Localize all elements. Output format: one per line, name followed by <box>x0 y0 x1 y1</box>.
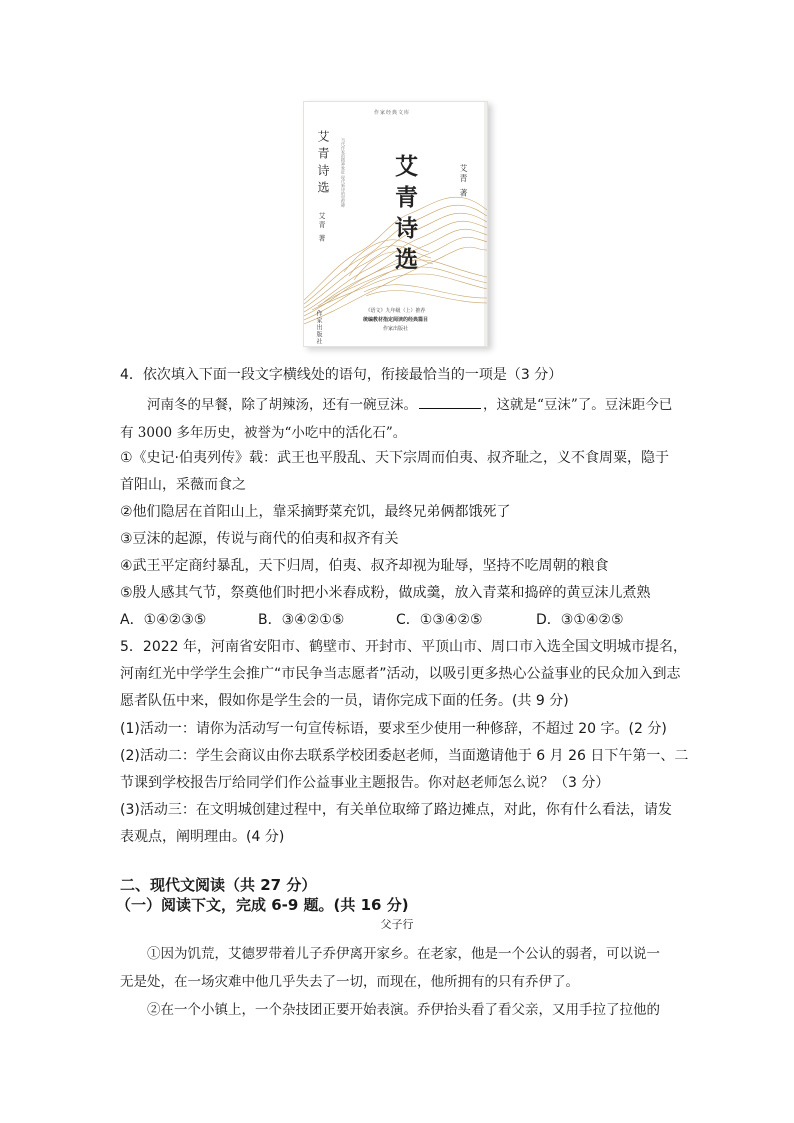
book-note-reading: 统编教材指定阅读的经典篇目 <box>362 317 428 323</box>
passage-p1-line1: ①因为饥荒，艾德罗带着儿子乔伊离开家乡。在老家，他是一个公认的弱者，可以说一 <box>147 946 660 962</box>
subsection-heading: （一）阅读下文，完成 6-9 题。(共 16 分) <box>116 896 409 914</box>
passage-p1-line2: 无是处，在一场灾难中他几乎失去了一切，而现在，他所拥有的只有乔伊了。 <box>120 974 579 990</box>
section-heading: 二、现代文阅读（共 27 分） <box>120 876 317 894</box>
q4-option-b[interactable]: B．③④②①⑤ <box>258 612 345 628</box>
q4-option-a[interactable]: A．①④②③⑤ <box>120 612 207 628</box>
q4-option-c[interactable]: C．①③④②⑤ <box>396 612 483 628</box>
q5-task2-line1: (2)活动二：学生会商议由你去联系学校团委赵老师，当面邀请他于 6 月 26 日下午第一、二 <box>120 748 689 764</box>
q4-item-1b: 首阳山，采薇而食之 <box>120 477 246 493</box>
book-series-label: 作家经典文库 <box>374 110 411 116</box>
q5-task1: (1)活动一：请你为活动写一句宣传标语，要求至少使用一种修辞，不超过 20 字。(2 分) <box>120 721 667 737</box>
book-cover-image <box>303 101 488 347</box>
book-title-main: 艾青诗选 <box>391 154 418 278</box>
q4-options <box>120 609 624 629</box>
book-tagline: 当代作家的精神象征 现代新诗的里程碑 <box>341 138 346 208</box>
q4-option-d[interactable]: D．③①④②⑤ <box>536 612 624 628</box>
q4-item-5: ⑤殷人感其气节，祭奠他们时把小米舂成粉，做成羹，放入青菜和捣碎的黄豆沫儿煮熟 <box>120 585 651 601</box>
q4-item-4: ④武王平定商纣暴乱，天下归周，伯夷、叔齐却视为耻辱，坚持不吃周朝的粮食 <box>120 558 609 574</box>
book-note-grade: 《语文》九年级（上）推荐 <box>365 308 426 314</box>
q4-item-2: ②他们隐居在首阳山上，靠采摘野菜充饥，最终兄弟俩都饿死了 <box>120 504 511 520</box>
q4-item-3: ③豆沫的起源，传说与商代的伯夷和叔齐有关 <box>120 531 399 547</box>
q4-passage-line2: 有 3000 多年历史，被誉为“小吃中的活化石”。 <box>120 425 407 441</box>
book-publisher-mark: 作家出版社 <box>315 310 322 345</box>
book-title-side: 艾青诗选 <box>316 130 330 198</box>
q5-line3: 愿者队伍中来，假如你是学生会的一员，请你完成下面的任务。(共 9 分) <box>120 693 569 709</box>
passage-p2-line1: ②在一个小镇上，一个杂技团正要开始表演。乔伊抬头看了看父亲，又用手拉了拉他的 <box>147 1002 660 1018</box>
book-publisher: 作家出版社 <box>382 326 408 332</box>
q5-task2-line2: 节课到学校报告厅给同学们作公益事业主题报告。你对赵老师怎么说？（3 分） <box>120 775 610 791</box>
q5-line2: 河南红光中学学生会推广“市民争当志愿者”活动，以吸引更多热心公益事业的民众加入到志 <box>120 666 681 682</box>
passage-title: 父子行 <box>380 918 414 931</box>
q4-item-1a: ①《史记·伯夷列传》载：武王也平殷乱、天下宗周而伯夷、叔齐耻之，义不食周粟，隐于 <box>120 450 669 466</box>
q4-passage-line1: 河南冬的早餐，除了胡辣汤，还有一碗豆沫。 ，这就是“豆沫”了。豆沫距今已 <box>147 397 673 413</box>
q4-blank <box>419 398 481 409</box>
book-author-side: 艾青 著 <box>318 212 326 244</box>
q5-task3-line1: (3)活动三：在文明城创建过程中，有关单位取缔了路边摊点，对此，你有什么看法，请发 <box>120 802 672 818</box>
q5-task3-line2: 表观点，阐明理由。(4 分) <box>120 829 285 845</box>
q4-stem: 4．依次填入下面一段文字横线处的语句，衔接最恰当的一项是（3 分） <box>120 367 563 383</box>
q5-line1: 5．2022 年，河南省安阳市、鹤壁市、开封市、平顶山市、周口市入选全国文明城市提名， <box>120 639 687 655</box>
book-author-main: 艾青 著 <box>459 164 468 199</box>
